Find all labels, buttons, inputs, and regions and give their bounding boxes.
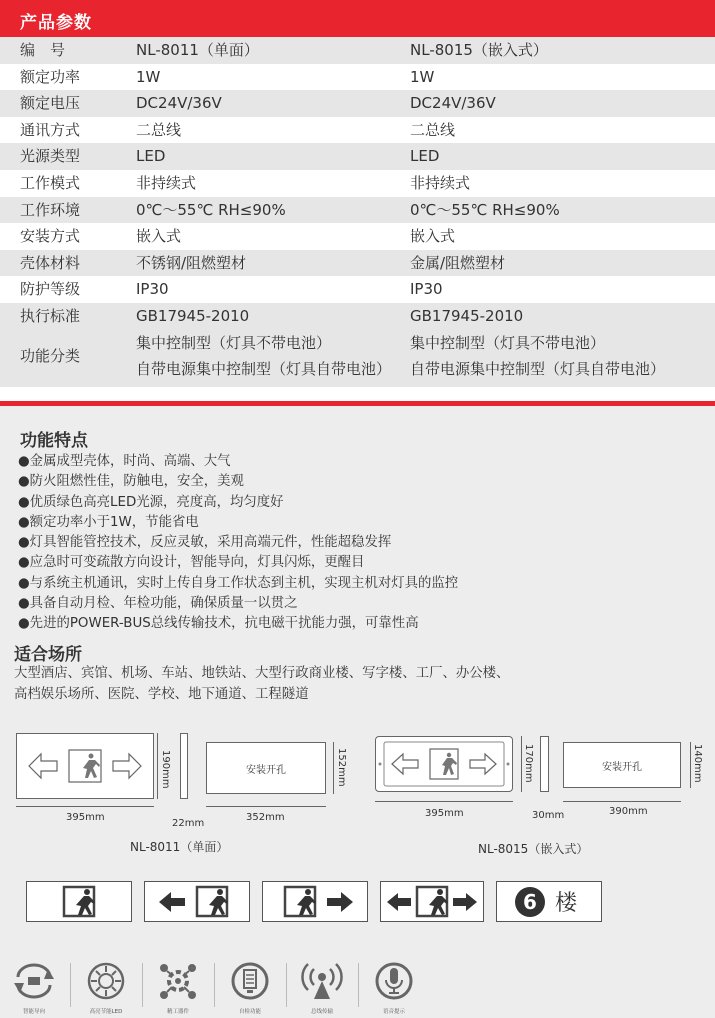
list-item: ●与系统主机通讯，实时上传自身工作状态到主机，实现主机对灯具的监控 [18,575,459,591]
icon-item [364,955,424,1015]
places-line: 高档娱乐场所、医院、学校、地下通道、工程隧道 [14,687,309,702]
nl8011-side-view [180,733,188,799]
right-arrow-exit-icon [263,882,367,921]
spec-value-b: DC24V/36V [410,94,496,113]
spec-value-a [136,330,391,382]
icon-item [4,955,64,1015]
dim-line [333,742,334,794]
sign-floor [496,881,602,922]
list-item: ●金属成型壳体，时尚、高端、大气 [18,454,231,469]
cutout-label: 安装开孔 [602,762,642,773]
spec-value-a: NL-8011（单面） [136,41,259,59]
spec-row [0,250,715,277]
nl8015-caption: NL-8015（嵌入式） [478,842,589,856]
icon-label: 自检功能 [238,1009,261,1015]
cutout-label: 安装开孔 [246,765,286,776]
dim-front-height: 190mm [160,750,171,789]
spec-value-a: 非持续式 [136,173,197,192]
sign-left-exit [144,881,250,922]
icon-divider [142,963,143,1007]
icon-label: 高亮节能LED [89,1009,123,1015]
icon-item [220,955,280,1015]
spec-label: 额定功率 [20,67,81,86]
func-class-a1: 集中控制型（灯具不带电池） [136,333,332,352]
icon-label: 智能导向 [22,1009,45,1015]
spec-value-a: GB17945-2010 [136,306,250,325]
spec-value-a: DC24V/36V [136,94,222,113]
nl8015-cutout-view [563,742,681,788]
dim-line [690,742,691,788]
dim-depth: 22mm [172,818,205,829]
smart-guide-icon [4,955,64,1007]
spec-label: 防护等级 [20,280,81,299]
spec-value-b: NL-8015（嵌入式） [410,41,548,59]
list-item: ●额定功率小于1W，节能省电 [18,514,199,530]
dim-line [521,736,522,792]
func-class-a2: 自带电源集中控制型（灯具自带电池） [136,359,392,378]
icon-label: 精工器件 [166,1009,189,1015]
list-item: ●具备自动月检、年检功能，确保质量一以贯之 [18,596,298,612]
icon-item [292,955,352,1015]
section-title: 产品参数 [20,13,92,33]
spec-label: 编 号 [20,41,66,59]
nl8015-front-view [375,736,513,792]
nl8011-cutout-view [206,742,326,794]
exit-sign-drawing [17,734,153,798]
dim-line [375,801,513,802]
nl8015-side-view [540,736,549,792]
spec-row [0,276,715,303]
spec-value-a: 二总线 [136,120,182,139]
spec-row [0,170,715,197]
list-item: ●优质绿色高亮LED光源，亮度高，均匀度好 [18,494,284,510]
icon-label: 语音提示 [382,1009,405,1015]
spec-row [0,37,715,64]
spec-value-a: 0℃～55℃ RH≤90% [136,200,286,219]
nl8011-caption: NL-8011（单面） [130,840,229,854]
exit-sign-drawing [376,737,512,791]
dim-line [206,806,326,807]
dim-hole-width: 352mm [246,812,285,823]
spec-label: 功能分类 [20,346,81,365]
list-item: ●灯具智能管控技术，反应灵敏，采用高端元件，性能超稳发挥 [18,535,392,551]
spec-label: 额定电压 [20,94,81,113]
spec-value-a: 1W [136,67,161,86]
func-class-b1: 集中控制型（灯具不带电池） [410,333,606,352]
icon-item [76,955,136,1015]
spec-value-b: 1W [410,67,435,86]
spec-label: 通讯方式 [20,120,81,139]
spec-row [0,223,715,250]
spec-row [0,143,715,170]
list-item: ●应急时可变疏散方向设计，智能导向，灯具闪烁，更醒目 [18,555,365,571]
self-check-icon [220,955,280,1007]
sign-exit-only [26,881,132,922]
spec-row [0,303,715,330]
spec-value-b: 0℃～55℃ RH≤90% [410,200,560,219]
spec-row-func-class [0,330,715,387]
dim-line [157,733,158,799]
spec-row [0,64,715,91]
sign-exit-right [262,881,368,922]
spec-value-b: GB17945-2010 [410,306,524,325]
features-list [18,452,458,635]
bus-transmit-icon [292,955,352,1007]
dim-front-width: 395mm [66,812,105,823]
dim-hole-width: 390mm [609,806,648,817]
spec-value-b: 金属/阻燃塑材 [410,253,506,272]
dim-hole-height: 140mm [692,744,703,783]
spec-label: 执行标准 [20,306,81,325]
spec-value-a: 不锈钢/阻燃塑材 [136,253,247,272]
spec-row [0,197,715,224]
dim-line [16,806,154,807]
exit-man-icon [27,882,131,921]
places-line: 大型酒店、宾馆、机场、车站、地铁站、大型行政商业楼、写字楼、工厂、办公楼、 [14,666,510,681]
icon-divider [358,963,359,1007]
places-text [14,663,509,705]
floor-label: 楼 [555,891,578,916]
spec-label: 光源类型 [20,147,81,166]
spec-table [0,37,715,387]
floor-number-badge: 6 [515,887,545,917]
nl8011-front-view [16,733,154,799]
icon-divider [214,963,215,1007]
places-title: 适合场所 [14,645,82,665]
spec-label: 安装方式 [20,227,81,246]
spec-value-b: 嵌入式 [410,227,456,246]
led-bright-icon [76,955,136,1007]
spec-value-b: 二总线 [410,120,456,139]
icon-item [148,955,208,1015]
spec-value-b [410,330,665,382]
list-item: ●先进的POWER-BUS总线传输技术，抗电磁干扰能力强，可靠性高 [18,616,419,632]
spec-label: 壳体材料 [20,253,81,272]
spec-value-b: LED [410,147,440,166]
left-arrow-exit-icon [145,882,249,921]
voice-prompt-icon [364,955,424,1007]
func-class-b2: 自带电源集中控制型（灯具自带电池） [410,359,666,378]
spec-label: 工作环境 [20,200,81,219]
spec-label: 工作模式 [20,173,81,192]
quality-parts-icon [148,955,208,1007]
icon-divider [70,963,71,1007]
dim-line [563,801,681,802]
icon-label: 总线传输 [310,1009,333,1015]
spec-value-b: 非持续式 [410,173,471,192]
double-arrow-exit-icon [381,882,483,921]
dim-front-height: 170mm [523,744,534,783]
icon-divider [286,963,287,1007]
spec-value-a: LED [136,147,166,166]
dim-front-width: 395mm [425,808,464,819]
section-header-specs [0,0,715,37]
feature-icon-row [0,955,715,1015]
spec-value-b: IP30 [410,280,443,299]
spec-row [0,90,715,117]
dim-hole-height: 152mm [336,748,347,787]
spec-row [0,117,715,144]
sign-bidirectional [380,881,484,922]
spec-value-a: 嵌入式 [136,227,182,246]
spec-value-a: IP30 [136,280,169,299]
list-item: ●防火阻燃性佳，防触电，安全，美观 [18,474,244,490]
features-title: 功能特点 [20,431,88,451]
dim-depth: 30mm [532,810,565,821]
